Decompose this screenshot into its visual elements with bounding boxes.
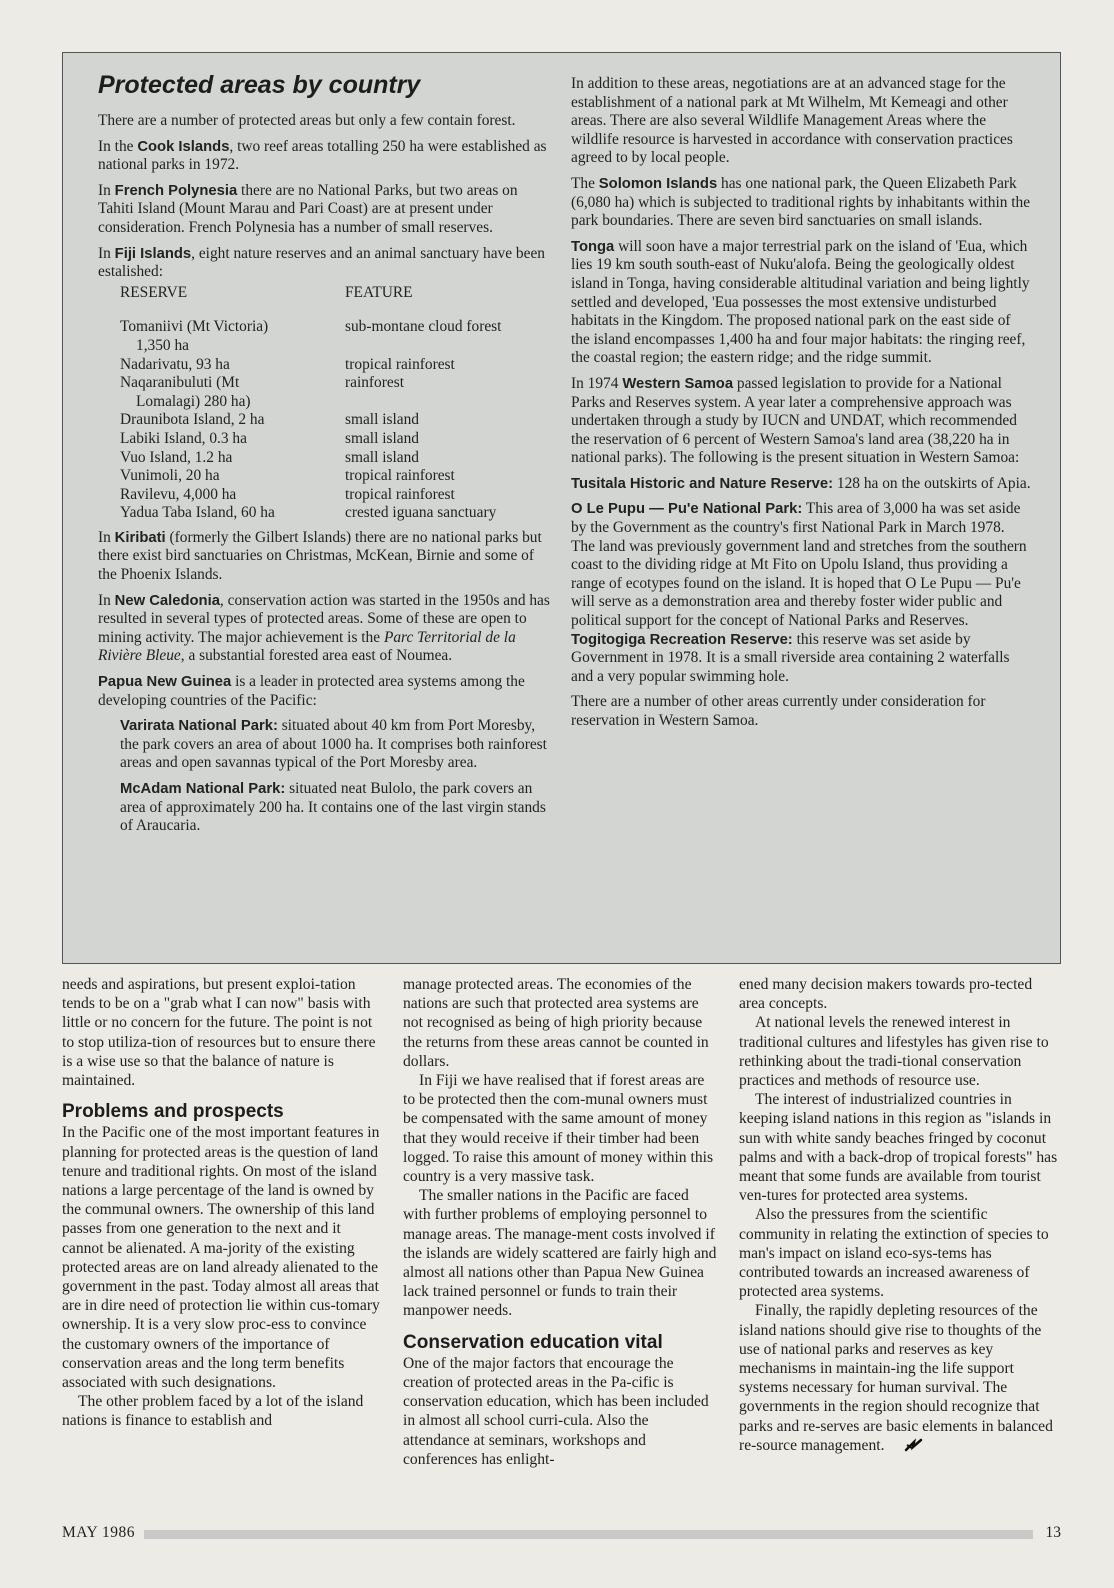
western-samoa-paragraph: In 1974 Western Samoa passed legislation to provide for a National Parks and Reserves system. A year later a comprehensive approach was undertaken through a study by IUCN and UNDAT, which recommended the reservation of 6 percent of Western Samoa's land area (38,220 ha in national parks). The following is the present situation in Western Samoa: [571, 374, 1020, 467]
png-paragraph: Papua New Guinea is a leader in protected area systems among the developing countries of the Pacific: [98, 673, 525, 709]
feature-cell: small island [345, 448, 419, 466]
fiji-reserve-row [120, 318, 501, 355]
reserve-header: RESERVE [120, 283, 188, 301]
article-paragraph: Also the pressures from the scientific community in relating the extinction of species to man's impact on island eco-sys-tems has contributed towards an increased awareness of protected area systems. [739, 1206, 1049, 1301]
fiji-reserve-row [120, 356, 501, 375]
reserve-cell [120, 504, 345, 523]
reserve-name: Nadarivatu, 93 ha [120, 355, 230, 373]
article-column-1 [62, 975, 380, 1431]
page-number: 13 [1045, 1524, 1061, 1541]
png-continued-paragraph: In addition to these areas, negotiations are at an advanced stage for the establishment of a national park at Mt Wilhelm, Mt Kemeagi and other areas. There are also several Wildlife Management Areas where the wildlife resource is harvested in accordance with conservation practices agreed to by local people. [571, 75, 1013, 167]
tusitala-paragraph: Tusitala Historic and Nature Reserve: 128 ha on the outskirts of Apia. [571, 474, 1031, 492]
varirata-paragraph: Varirata National Park: situated about 40 km from Port Moresby, the park covers an area of about 1000 ha. It comprises both rainforest areas and open savannas typical of the Port Moresby area. [120, 717, 547, 772]
intro-paragraph: There are a number of protected areas but only a few contain forest. [98, 112, 516, 129]
article-paragraph: needs and aspirations, but present exploi-tation tends to be on a "grab what I can now" basis with little or no concern for the future. The point is not to stop utiliza-tion of resources but to ensure there is a wise use so that the balance of nature is maintained. [62, 976, 376, 1090]
section-heading-problems: Problems and prospects [62, 1101, 284, 1123]
article-paragraph: Finally, the rapidly depleting resources of the island nations should give rise to thoughts of the use of national parks and reserves as key mechanisms in maintain-ing the life support systems necessary for human survival. The governments in the region should recognize that parks and re-serves are basic elements in balanced re-source management. [739, 1302, 1053, 1454]
new-caledonia-paragraph: In New Caledonia, conservation action was started in the 1950s and has resulted in several types of protected areas. Some of these are open to mining activity. The major achievement is the Parc Territorial de la Rivière Bleue, a substantial forested area east of Noumea. [98, 591, 550, 665]
reserve-name-continued: Lomalagi) 280 ha) [136, 392, 251, 410]
feature-header: FEATURE [345, 283, 413, 301]
reserve-cell [120, 356, 345, 375]
fiji-reserve-row [120, 467, 501, 486]
mcadam-paragraph: McAdam National Park: situated neat Bulolo, the park covers an area of approximately 200 ha. It contains one of the last virgin stands of Araucaria. [120, 780, 546, 835]
reserve-cell [120, 449, 345, 468]
article-column-3 [739, 975, 1059, 1455]
reserve-name: Tomaniivi (Mt Victoria) [120, 318, 269, 336]
olepupu-paragraph: O Le Pupu — Pu'e National Park: This area of 3,000 ha was set aside by the Government as the country's first National Park in March 1978. The land was previously government land and stretches from the southern coast to the dividing ridge at Mt Fito on Upolu Island, thus providing a range of ecotypes found on the island. It is hoped that O Le Pupu — Pu'e will serve as a demonstration area and thereby foster wider public and political support for the concept of National Parks and Reserves. [571, 500, 1027, 630]
box-left-column [98, 53, 556, 843]
feature-cell: tropical rainforest [345, 485, 455, 503]
togitogiga-paragraph: Togitogiga Recreation Reserve: this reserve was set aside by Government in 1978. It is a small riverside area containing 2 waterfalls and a very popular swimming hole. [571, 630, 1010, 685]
article-paragraph: The interest of industrialized countries in keeping island nations in this region as "islands in sun with white sandy beaches fringed by coconut palms and with a back-drop of tropical forests" has meant that some funds are available from tourist ven-tures for protected area systems. [739, 1091, 1058, 1205]
solomon-paragraph: The Solomon Islands has one national park, the Queen Elizabeth Park (6,080 ha) which is subjected to traditional rights by inhabitants within the park boundaries. There are seven bird sanctuaries on small islands. [571, 174, 1031, 230]
reserve-name-continued: 1,350 ha [136, 336, 190, 354]
reserve-cell [120, 374, 345, 411]
article-paragraph: The smaller nations in the Pacific are faced with further problems of employing personnel to manage areas. The manage-ment costs involved if the islands are widely scattered are fairly high and almost all nations other than Papua New Guinea lack trained personnel or funds to train their manpower needs. [403, 1187, 717, 1320]
kiribati-paragraph: In Kiribati (formerly the Gilbert Islands) there are no national parks but there exist bird sanctuaries on Christmas, McKean, Birnie and some of the Phoenix Islands. [98, 528, 542, 584]
article-paragraph: At national levels the renewed interest in traditional cultures and lifestyles has given rise to rethinking about the tradi-tional conservation practices and methods of resource use. [739, 1014, 1049, 1090]
feature-cell: small island [345, 411, 419, 429]
feature-cell: tropical rainforest [345, 467, 455, 485]
reserve-cell [120, 430, 345, 449]
french-polynesia-paragraph: In French Polynesia there are no National Parks, but two areas on Tahiti Island (Mount Marau and Pari Coast) are at present under consideration. French Polynesia has a number of small reserves. [98, 181, 518, 236]
reserve-name: Ravilevu, 4,000 ha [120, 485, 237, 503]
reserve-cell [120, 411, 345, 430]
article-paragraph: In Fiji we have realised that if forest areas are to be protected then the com-munal owners must be compensated with the same amount of money that they would receive if their timber had been logged. To raise this amount of money within this country is a very massive task. [403, 1072, 714, 1186]
article-paragraph: In the Pacific one of the most important features in planning for protected areas is the question of land tenure and traditional rights. On most of the island nations a large percentage of the land is owned by the communal owners. The ownership of this land passes from one generation to the next and it cannot be alienated. A ma-jority of the existing protected areas are on land already alienated to the government in the past. Today almost all areas that are in dire need of protection lie within cus-tomary ownership. It is a very slow proc-ess to convince the customary owners of the importance of conservation areas and the long term benefits associated with such designations. [62, 1124, 380, 1392]
box-title: Protected areas by country [98, 71, 421, 99]
reserve-name: Yadua Taba Island, 60 ha [120, 504, 275, 522]
reserve-name: Draunibota Island, 2 ha [120, 411, 265, 429]
reserve-cell [120, 467, 345, 486]
footer-rule [144, 1530, 1033, 1539]
article-paragraph: manage protected areas. The economies of the nations are such that protected area systems are not recognised as being of high priority because the returns from these areas cannot be counted in dollars. [403, 976, 709, 1070]
fiji-paragraph: In Fiji Islands, eight nature reserves and an animal sanctuary have been estalished: [98, 244, 545, 281]
page-footer [62, 1524, 1061, 1544]
fiji-reserve-row [120, 374, 501, 411]
reserve-name: Naqaranibuluti (Mt [120, 374, 240, 392]
box-right-column [571, 75, 1031, 738]
reserve-name: Labiki Island, 0.3 ha [120, 429, 247, 447]
protected-areas-sidebar-box [62, 52, 1061, 964]
issue-date: MAY 1986 [62, 1524, 136, 1541]
feature-cell: rainforest [345, 374, 404, 392]
fiji-reserve-row [120, 504, 501, 523]
reserve-cell [120, 486, 345, 505]
tonga-paragraph: Tonga will soon have a major terrestrial park on the island of 'Eua, which lies 19 km south south-east of Nuku'alofa. Being the geologically oldest island in Tonga, having considerable altitudinal variation and being lightly settled and developed, 'Eua possesses the most extensive undisturbed habitats in the Kingdom. The proposed national park on the east side of the island encompasses 1,400 ha and four major habitats: the ringing reef, the coastal region; the eastern ridge; and the ridge summit. [571, 237, 1030, 367]
article-paragraph: The other problem faced by a lot of the island nations is finance to establish and [62, 1393, 364, 1430]
fiji-reserves-table [120, 284, 501, 523]
fiji-reserve-row [120, 449, 501, 468]
closing-paragraph: There are a number of other areas currently under consideration for reservation in Western Samoa. [571, 693, 986, 729]
feature-cell: sub-montane cloud forest [345, 318, 502, 336]
end-of-article-mark-icon [888, 1438, 908, 1452]
reserve-name: Vuo Island, 1.2 ha [120, 448, 233, 466]
feature-cell: small island [345, 429, 419, 447]
feature-cell: tropical rainforest [345, 355, 455, 373]
fiji-reserve-row [120, 430, 501, 449]
feature-cell: crested iguana sanctuary [345, 504, 497, 522]
article-column-2 [403, 975, 718, 1469]
reserve-cell [120, 318, 345, 355]
article-paragraph: One of the major factors that encourage the creation of protected areas in the Pa-cific is conservation education, which has been included in almost all school curri-cula. Also the attendance at seminars, workshops and conferences has enlight- [403, 1354, 709, 1468]
fiji-reserve-row [120, 486, 501, 505]
cook-islands-paragraph: In the Cook Islands, two reef areas totalling 250 ha were established as national parks in 1972. [98, 137, 547, 174]
reserve-name: Vunimoli, 20 ha [120, 467, 220, 485]
fiji-reserve-row [120, 411, 501, 430]
article-paragraph: ened many decision makers towards pro-tected area concepts. [739, 976, 1033, 1013]
section-heading-education: Conservation education vital [403, 1331, 663, 1353]
